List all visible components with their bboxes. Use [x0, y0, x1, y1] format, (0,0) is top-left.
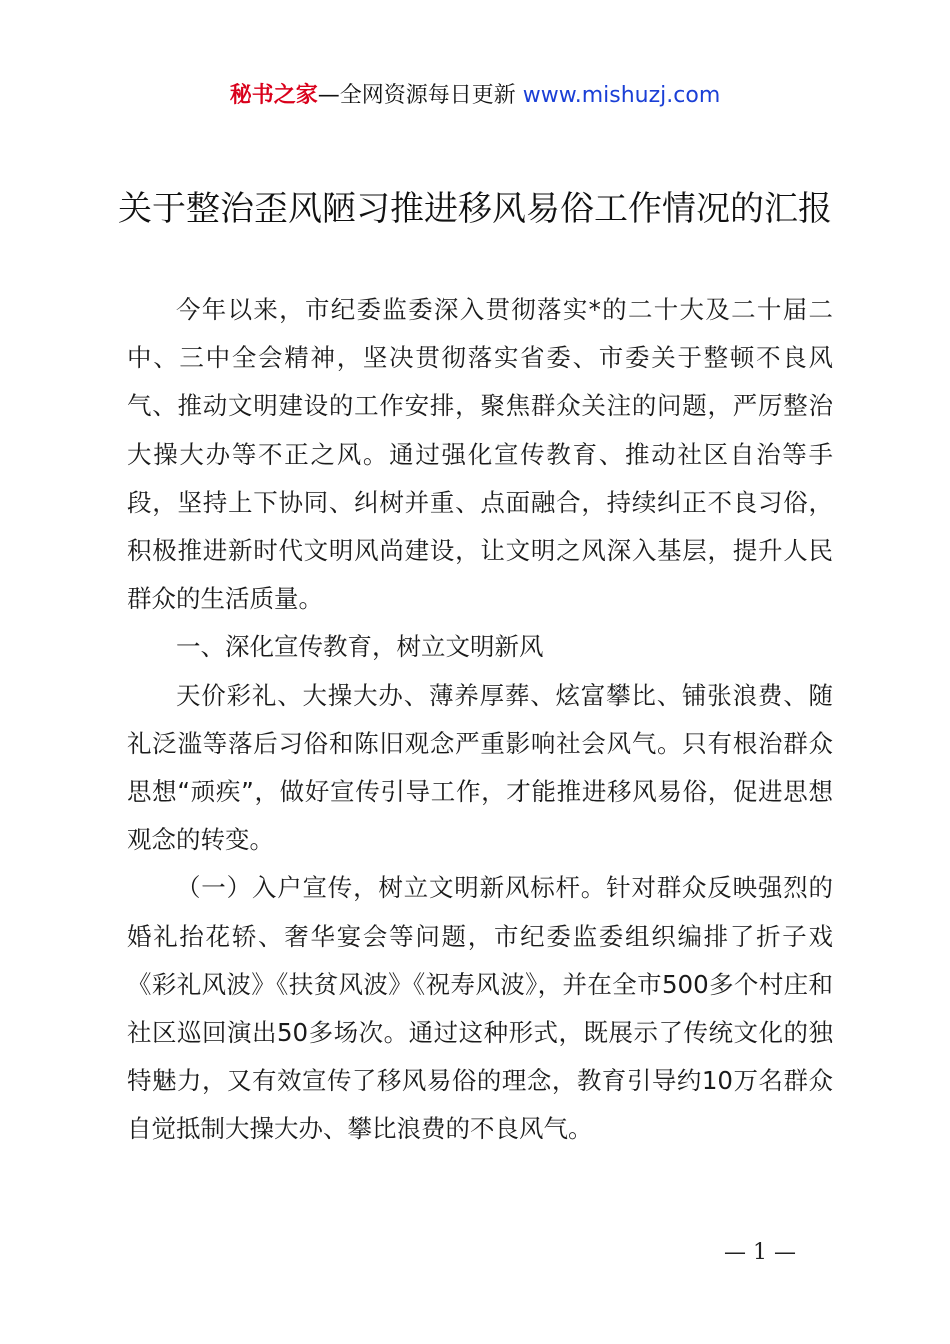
header-slogan: —全网资源每日更新: [317, 83, 516, 108]
paragraph-intro: 今年以来，市纪委监委深入贯彻落实*的二十大及二十届二中、三中全会精神，坚决贯彻落实省委、市委关于整顿不良风气、推动文明建设的工作安排，聚焦群众关注的问题，严厉整治大操大办等不正之风。通过强化宣传教育、推动社区自治等手段，坚持上下协同、纠树并重、点面融合，持续纠正不良习俗，积极推进新时代文明风尚建设，让文明之风深入基层，提升人民群众的生活质量。: [127, 295, 833, 614]
paragraph-customs: 天价彩礼、大操大办、薄养厚葬、炫富攀比、铺张浪费、随礼泛滥等落后习俗和陈旧观念严重影响社会风气。只有根治群众思想“顽疾”，做好宣传引导工作，才能推进移风易俗，促进思想观念的转变。: [127, 680, 833, 855]
page-number: — 1 —: [724, 1240, 796, 1265]
document-title: 关于整治歪风陋习推进移风易俗工作情况的汇报: [118, 189, 832, 229]
brand-name: 秘书之家: [229, 83, 318, 108]
section-heading: 一、深化宣传教育，树立文明新风: [176, 632, 544, 662]
document-body: [127, 286, 833, 1154]
site-header: [0, 80, 950, 112]
site-url[interactable]: www.mishuzj.com: [522, 83, 721, 108]
paragraph-outreach: （一）入户宣传，树立文明新风标杆。针对群众反映强烈的婚礼抬花轿、奢华宴会等问题，市纪委监委组织编排了折子戏《彩礼风波》《扶贫风波》《祝寿风波》，并在全市500多个村庄和社区巡回演出50多场次。通过这种形式，既展示了传统文化的独特魅力，又有效宣传了移风易俗的理念，教育引导约10万名群众自觉抵制大操大办、攀比浪费的不良风气。: [127, 873, 833, 1144]
